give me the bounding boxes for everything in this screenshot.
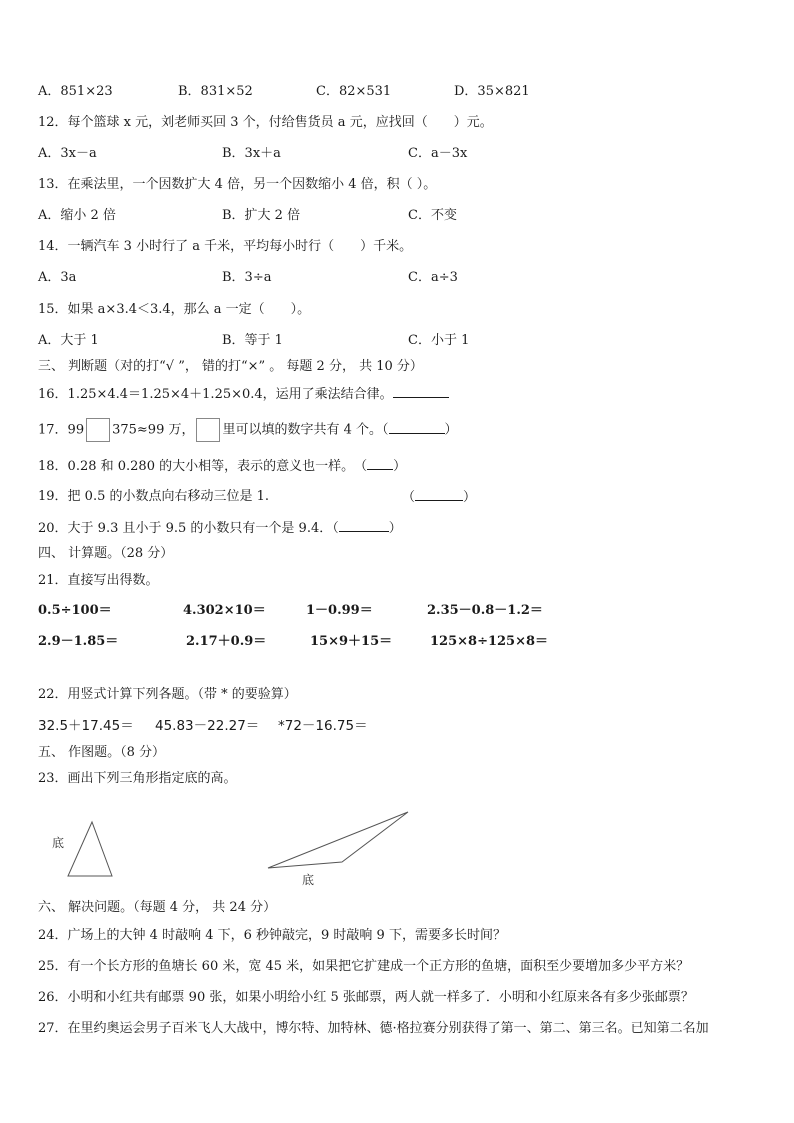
q20-close: ）	[388, 521, 402, 536]
q21-stem: 21．直接写出得数。	[38, 573, 159, 588]
q19	[38, 488, 269, 506]
q25: 25．有一个长方形的鱼塘长 60 米，宽 45 米，如果把它扩建成一个正方形的鱼塘，面积至少要增加多少平方米？	[38, 959, 690, 974]
q15-option-a: A．大于 1	[38, 333, 99, 348]
q19-text: 19．把 0.5 的小数点向右移动三位是 1.	[38, 489, 270, 504]
q12-option-c: C．a－3x	[408, 146, 468, 161]
q14-option-a: A．3a	[38, 270, 77, 285]
q17-text-a: 17．99	[38, 422, 85, 438]
q20-text: 20．大于 9.3 且小于 9.5 的小数只有一个是 9.4．（	[38, 521, 339, 536]
q12-option-a: A．3x－a	[38, 146, 97, 161]
q16-text: 16．1.25×4.4＝1.25×4＋1.25×0.4，运用了乘法结合律。	[38, 387, 393, 402]
q14-option-c: C．a÷3	[408, 270, 458, 285]
q19-close: ）	[463, 490, 477, 505]
q23-triangle-left-label: 底	[52, 836, 65, 850]
q13-option-a: A．缩小 2 倍	[38, 208, 116, 223]
q23-stem: 23．画出下列三角形指定底的高。	[38, 771, 237, 786]
q20-answer-blank[interactable]	[339, 519, 389, 532]
q21-r2-item-2: 2.17＋0.9＝	[186, 634, 267, 649]
q21-r1-item-1: 0.5÷100＝	[38, 603, 112, 618]
q22-item-1: 32.5＋17.45＝	[38, 718, 134, 734]
q16-answer-blank[interactable]	[393, 385, 449, 398]
q15-option-b: B．等于 1	[222, 333, 283, 348]
q14-option-b: B．3÷a	[222, 270, 272, 285]
q11-option-a: A．851×23	[38, 84, 113, 99]
q11-option-d: D．35×821	[454, 84, 530, 99]
q15-option-c: C．小于 1	[408, 333, 470, 348]
q19-open: （	[402, 490, 416, 505]
q17	[38, 418, 458, 442]
q13-option-c: C．不变	[408, 208, 457, 223]
q26: 26．小明和小红共有邮票 90 张，如果小明给小红 5 张邮票，两人就一样多了．小明和小红原来各有多少张邮票？	[38, 990, 694, 1005]
q23-triangle-right	[262, 808, 416, 888]
section-3-heading: 三、 判断题（对的打“√ ”， 错的打“×” 。 每题 2 分， 共 10 分）	[38, 359, 423, 374]
q17-text-d: ）	[444, 422, 458, 438]
section-6-heading: 六、 解决问题。（每题 4 分， 共 24 分）	[38, 900, 277, 915]
q13-stem: 13．在乘法里，一个因数扩大 4 倍，另一个因数缩小 4 倍，积（ ）。	[38, 177, 437, 192]
q21-r2-item-1: 2.9－1.85＝	[38, 634, 119, 649]
q17-digit-box-2[interactable]	[196, 418, 220, 442]
q19-answer-blank[interactable]	[415, 488, 463, 501]
q18	[38, 457, 406, 476]
section-5-heading: 五、 作图题。（8 分）	[38, 745, 166, 760]
q21-r1-item-2: 4.302×10＝	[183, 603, 266, 618]
q16	[38, 385, 449, 404]
q19-answer	[402, 488, 476, 507]
q13-option-b: B．扩大 2 倍	[222, 208, 301, 223]
q21-r2-item-4: 125×8÷125×8＝	[430, 634, 549, 649]
q22-stem: 22．用竖式计算下列各题。（带 * 的要验算）	[38, 687, 297, 702]
q24: 24．广场上的大钟 4 时敲响 4 下，6 秒钟敲完，9 时敲响 9 下，需要多长时间？	[38, 928, 506, 943]
q23-triangle-left-shape	[68, 822, 112, 876]
q12-stem: 12．每个篮球 x 元，刘老师买回 3 个，付给售货员 a 元，应找回（ ）元。	[38, 115, 493, 130]
q21-r1-item-3: 1－0.99＝	[306, 603, 373, 618]
q17-digit-box-1[interactable]	[86, 418, 110, 442]
q14-stem: 14．一辆汽车 3 小时行了 a 千米，平均每小时行（ ）千米。	[38, 239, 413, 254]
q18-close: ）	[393, 459, 407, 474]
q27: 27．在里约奥运会男子百米飞人大战中，博尔特、加特林、德·格拉赛分别获得了第一、第二、第三名。已知第二名加	[38, 1021, 709, 1036]
q21-r2-item-3: 15×9＋15＝	[310, 634, 393, 649]
q22-item-2: 45.83－22.27＝	[155, 718, 260, 734]
q21-r1-item-4: 2.35－0.8－1.2＝	[427, 603, 543, 618]
q11-option-c: C．82×531	[316, 84, 392, 99]
q17-answer-blank[interactable]	[389, 421, 445, 434]
q22-item-3: *72－16.75＝	[278, 718, 368, 734]
q15-stem: 15．如果 a×3.4＜3.4，那么 a 一定（ ）。	[38, 302, 311, 317]
section-4-heading: 四、 计算题。（28 分）	[38, 546, 174, 561]
q23-triangle-left	[40, 816, 120, 880]
q17-text-c: 里可以填的数字共有 4 个。（	[222, 422, 389, 438]
q17-text-b: 375≈99 万，	[112, 422, 195, 438]
q23-triangle-right-label: 底	[302, 873, 315, 887]
q11-option-b: B．831×52	[178, 84, 253, 99]
q18-answer-blank[interactable]	[367, 457, 393, 470]
q18-text: 18．0.28 和 0.280 的大小相等，表示的意义也一样。 （	[38, 459, 368, 474]
q20	[38, 519, 402, 538]
q23-triangle-right-shape	[268, 812, 408, 868]
q12-option-b: B．3x＋a	[222, 146, 281, 161]
